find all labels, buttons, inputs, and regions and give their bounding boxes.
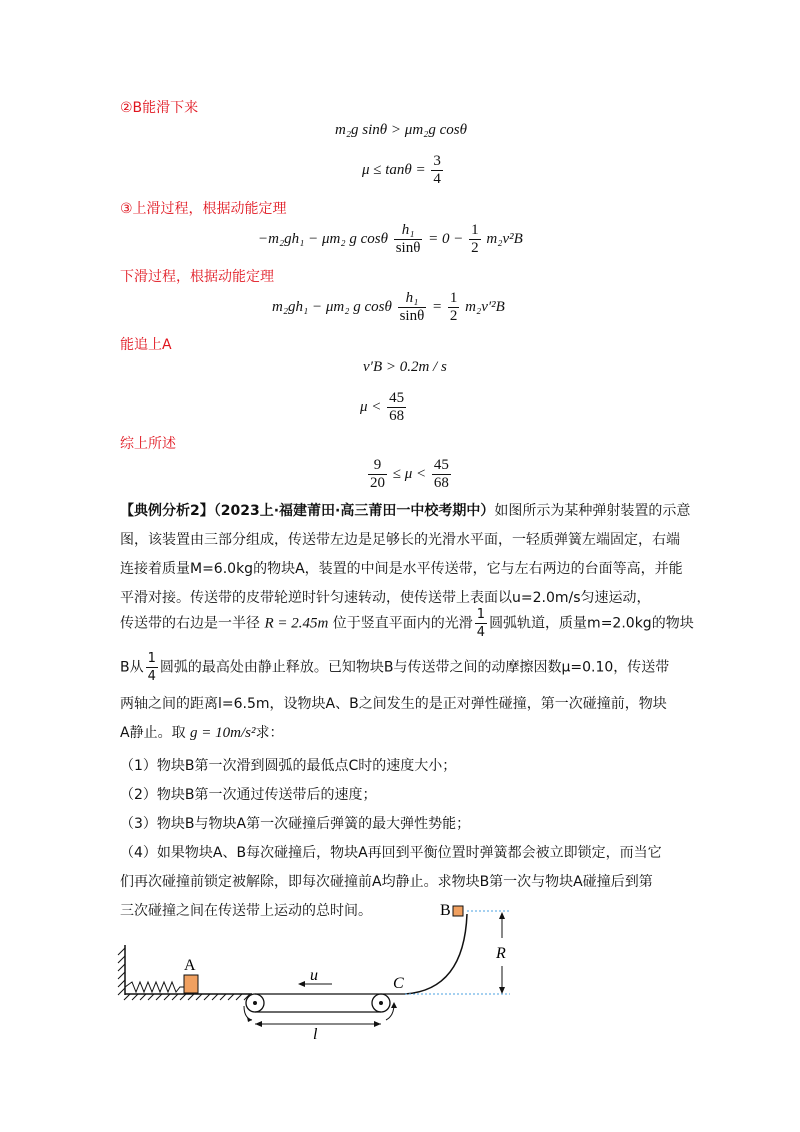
eq-term: = 0 −	[428, 230, 464, 247]
right-pulley-axle	[379, 1001, 383, 1005]
example-paragraph-1	[120, 497, 692, 613]
example-paragraph-3	[120, 650, 720, 685]
frac-den: 4	[147, 669, 156, 684]
frac-den: sinθ	[399, 308, 425, 324]
frac-num: 45	[389, 390, 405, 406]
frac-num: h₁	[405, 290, 419, 306]
text-run: A静止。取	[120, 725, 186, 741]
question-4-line-3: 三次碰撞之间在传送带上运动的总时间。	[120, 903, 372, 919]
l-arrow-left	[255, 1021, 262, 1027]
question-4-line-2: 们再次碰撞前锁定被解除，即每次碰撞前A均静止。求物块B第一次与物块A碰撞后到第	[120, 874, 653, 890]
label-u: u	[310, 967, 318, 984]
part3-catch-velocity: v′B > 0.2m / s	[363, 359, 447, 375]
part3-summary-label: 综上所述	[120, 436, 176, 452]
gravity-value: g = 10m/s²	[190, 725, 256, 741]
question-4-line-1: （4）如果物块A、B每次碰撞后，物块A再回到平衡位置时弹簧都会被立即锁定，而当它	[120, 845, 662, 861]
example-intro: 如图所示为某种弹射装置的示意图，该装置由三部分组成，传送带左边是足够长的光滑水平面，一轻质弹簧左端固定，右端连接着质量M=6.0kg的物块A，装置的中间是水平传送带，它与左右两边的台面等高，并能平滑对接。传送带的皮带轮逆时针匀速转动，使传送带上表面以u=2.0m/s匀速运动，	[120, 503, 691, 606]
frac-num: 1	[476, 607, 486, 622]
frac-num: 1	[449, 290, 458, 306]
label-R: R	[496, 945, 506, 962]
block-B	[453, 906, 463, 916]
R-arrow-top-head	[499, 912, 505, 919]
frac-num: 1	[471, 222, 479, 238]
text-run: B从	[120, 659, 144, 676]
frac-den: 2	[449, 308, 458, 324]
frac-den: sinθ	[395, 240, 421, 256]
part3-up-label: ③上滑过程，根据动能定理	[120, 201, 287, 217]
part2-label: ②B能滑下来	[120, 100, 199, 116]
frac-den: 68	[433, 475, 449, 491]
spring	[125, 982, 184, 992]
part3-down-equation	[272, 290, 505, 325]
eq-term: m₂gh₁ − μm₂ g cosθ	[272, 298, 392, 315]
quarter-arc-track	[405, 914, 467, 994]
text-run: 圆弧轨道，质量m=2.0kg的物块	[489, 615, 694, 632]
example-paragraph-2	[120, 606, 720, 641]
part3-down-label: 下滑过程，根据动能定理	[120, 269, 274, 285]
eq-term: m₂v²B	[486, 230, 523, 247]
frac-num: h₁	[401, 222, 415, 238]
apparatus-figure	[110, 900, 530, 1040]
frac-num: 9	[368, 457, 387, 475]
frac-den: 2	[471, 240, 479, 256]
right-rotation-arrowhead	[391, 1002, 397, 1008]
R-arrow-bottom-head	[499, 987, 505, 994]
question-3: （3）物块B与物块A第一次碰撞后弹簧的最大弹性势能；	[120, 816, 471, 832]
example-source: （2023上·福建莆田·高三莆田一中校考期中）	[213, 503, 495, 519]
part2-inequality: m₂g sinθ > μm₂g cosθ	[335, 122, 467, 138]
part3-summary-range	[366, 457, 453, 492]
text-run: 圆弧的最高处由静止释放。已知物块B与传送带之间的动摩擦因数μ=0.10，传送带	[159, 659, 670, 676]
example-paragraph-5	[120, 719, 720, 748]
frac-den: 68	[389, 408, 405, 424]
part3-catch-label: 能追上A	[120, 337, 172, 353]
example-tag: 【典例分析2】	[120, 503, 214, 519]
frac-den: 4	[433, 171, 441, 187]
eq-term: μ <	[360, 398, 382, 415]
question-2: （2）物块B第一次通过传送带后的速度；	[120, 787, 377, 803]
eq-term: =	[432, 298, 443, 315]
left-pulley-axle	[253, 1001, 257, 1005]
label-A: A	[184, 957, 196, 974]
floor-hatching	[124, 994, 250, 1000]
frac-den: 20	[370, 475, 385, 491]
frac-num: 45	[433, 457, 449, 473]
part3-catch-mu	[360, 390, 408, 425]
question-1: （1）物块B第一次滑到圆弧的最低点C时的速度大小；	[120, 758, 457, 774]
eq-term: m₂v′²B	[465, 298, 505, 315]
block-A	[184, 975, 198, 993]
part2-mu-bound-text: μ ≤ tanθ =	[362, 161, 426, 178]
text-run: 求：	[255, 725, 284, 741]
wall-hatching	[118, 948, 125, 995]
text-run: 传送带的右边是一半径	[120, 615, 260, 632]
part3-up-equation	[258, 222, 523, 257]
u-arrow-head	[298, 981, 305, 987]
frac-num: 1	[147, 651, 156, 666]
radius-value: R = 2.45m	[264, 615, 329, 632]
frac-num: 3	[433, 153, 441, 169]
label-C: C	[393, 975, 404, 992]
l-arrow-right	[374, 1021, 381, 1027]
example-paragraph-4: 两轴之间的距离l=6.5m，设物块A、B之间发生的是正对弹性碰撞，第一次碰撞前，物块	[120, 696, 667, 712]
frac-den: 4	[476, 625, 486, 640]
eq-term: −m₂gh₁ − μm₂ g cosθ	[258, 230, 388, 247]
part2-mu-bound	[362, 153, 445, 188]
text-run: 位于竖直平面内的光滑	[332, 615, 473, 632]
label-B: B	[440, 902, 451, 919]
label-l: l	[313, 1026, 318, 1040]
eq-term: ≤ μ <	[392, 465, 427, 482]
